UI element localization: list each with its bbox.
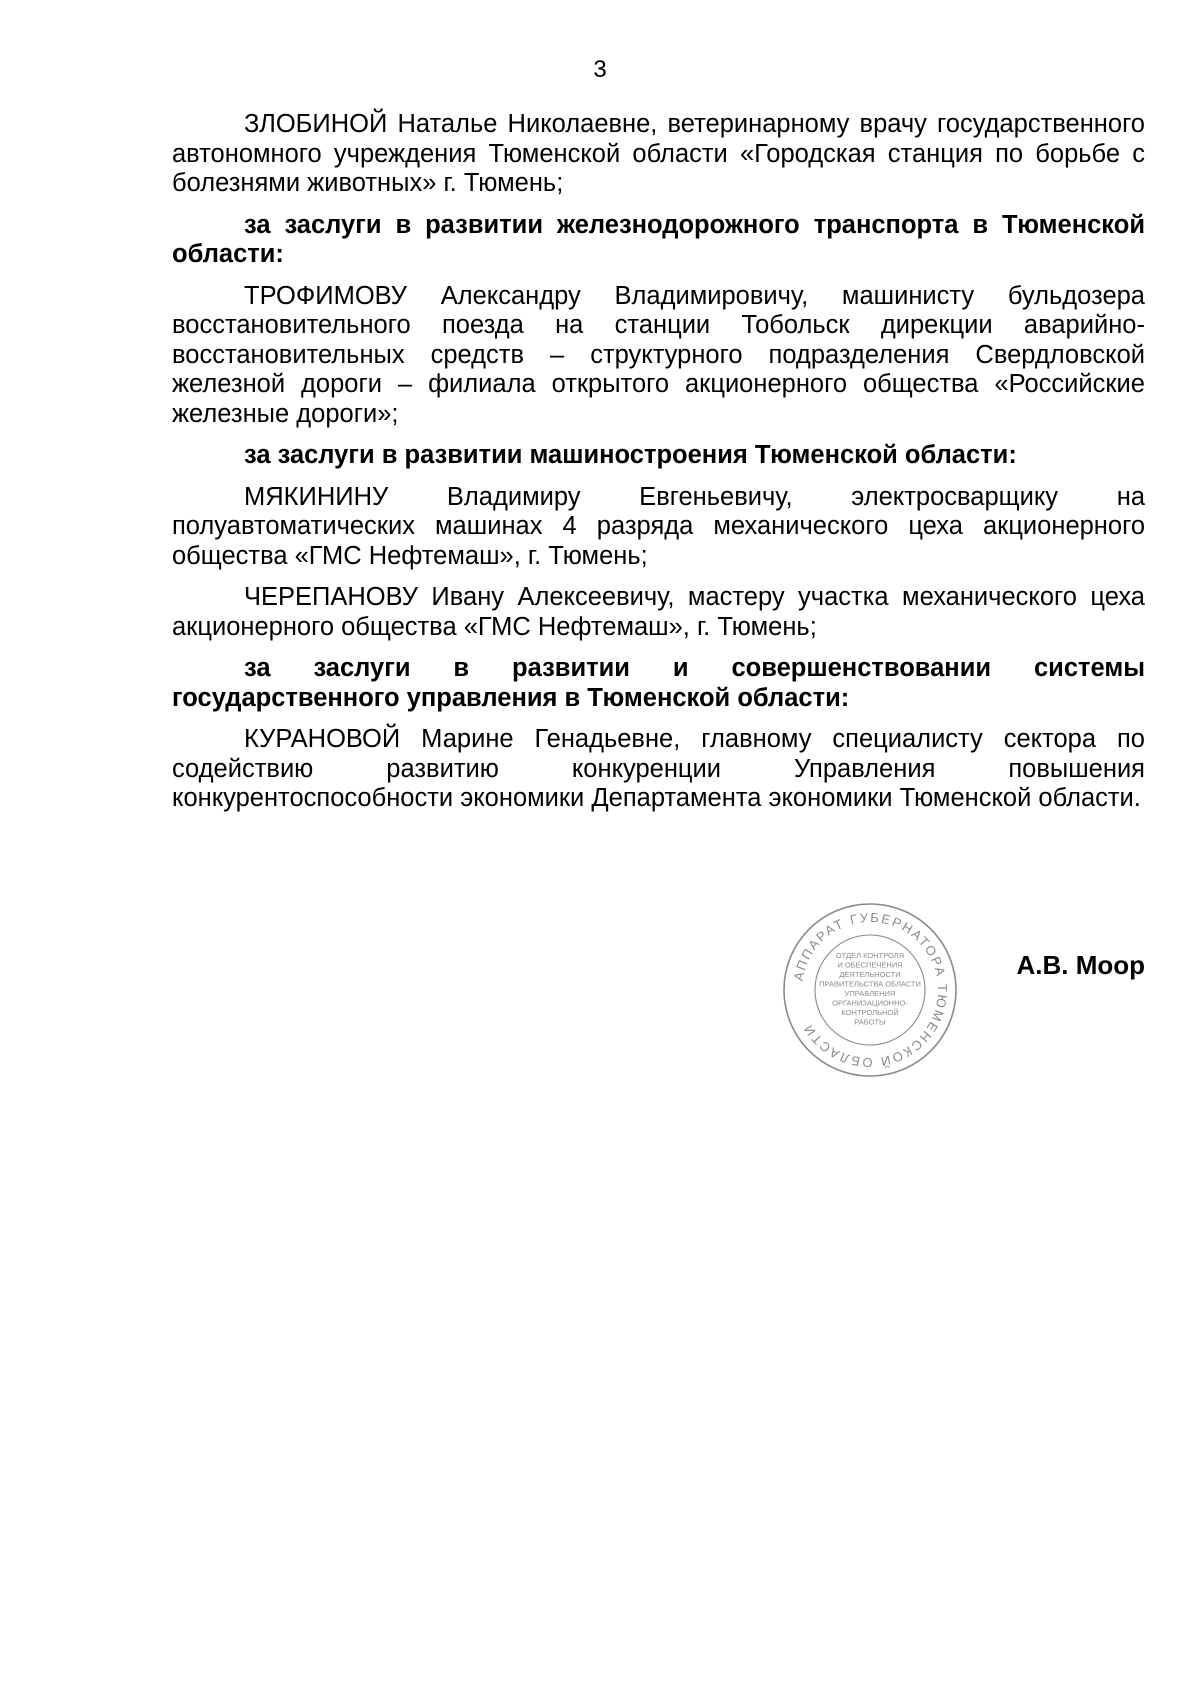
paragraph: за заслуги в развитии железнодорожного транспорта в Тюменской области: (172, 210, 1145, 268)
stamp-outer-text: АППАРАТ ГУБЕРНАТОРА ТЮМЕНСКОЙ ОБЛАСТИ (790, 909, 951, 1071)
signature-block (780, 900, 1145, 1100)
stamp-inner-line: ОРГАНИЗАЦИОННО- (832, 998, 908, 1008)
paragraph: за заслуги в развитии и совершенствовании системы государственного управления в Тюменской области: (172, 654, 1145, 712)
stamp-inner-line: УПРАВЛЕНИЯ (844, 989, 896, 998)
stamp-inner-line: И ОБЕСПЕЧЕНИЯ (837, 960, 903, 970)
stamp-inner-line: ДЕЯТЕЛЬНОСТИ (839, 970, 901, 979)
document-body (172, 110, 1145, 826)
paragraph: КУРАНОВОЙ Марине Генадьевне, главному специалисту сектора по содействию развитию конкуренции Управления повышения конкурентоспособности экономики Департамента экономики Тюменской области. (172, 725, 1145, 812)
official-stamp (780, 900, 960, 1080)
paragraph: ЧЕРЕПАНОВУ Ивану Алексеевичу, мастеру участка механического цеха акционерного общества «ГМС Нефтемаш», г. Тюмень; (172, 583, 1145, 641)
stamp-inner-line: КОНТРОЛЬНОЙ (841, 1008, 899, 1017)
paragraph: за заслуги в развитии машиностроения Тюменской области: (244, 441, 1017, 469)
signer-name: А.В. Моор (1016, 950, 1145, 980)
paragraph: ТРОФИМОВУ Александру Владимировичу, машинисту бульдозера восстановительного поезда на станции Тобольск дирекции аварийно-восстановительных средств – структурного подразделения Свердловской железной дороги – филиала открытого акционерного общества «Российские железные дороги»; (172, 281, 1145, 428)
stamp-inner-text (819, 951, 921, 1027)
stamp-inner-line: ПРАВИТЕЛЬСТВА ОБЛАСТИ (819, 979, 921, 989)
stamp-inner-line: РАБОТЫ (854, 1017, 886, 1027)
paragraph: ЗЛОБИНОЙ Наталье Николаевне, ветеринарному врачу государственного автономного учреждения Тюменской области «Городская станция по борьбе с болезнями животных» г. Тюмень; (172, 110, 1145, 197)
stamp-inner-line: ОТДЕЛ КОНТРОЛЯ (835, 951, 905, 960)
page-number: 3 (593, 56, 607, 83)
paragraph: МЯКИНИНУ Владимиру Евгеньевичу, электросварщику на полуавтоматических машинах 4 разряда механического цеха акционерного общества «ГМС Нефтемаш», г. Тюмень; (172, 482, 1145, 570)
